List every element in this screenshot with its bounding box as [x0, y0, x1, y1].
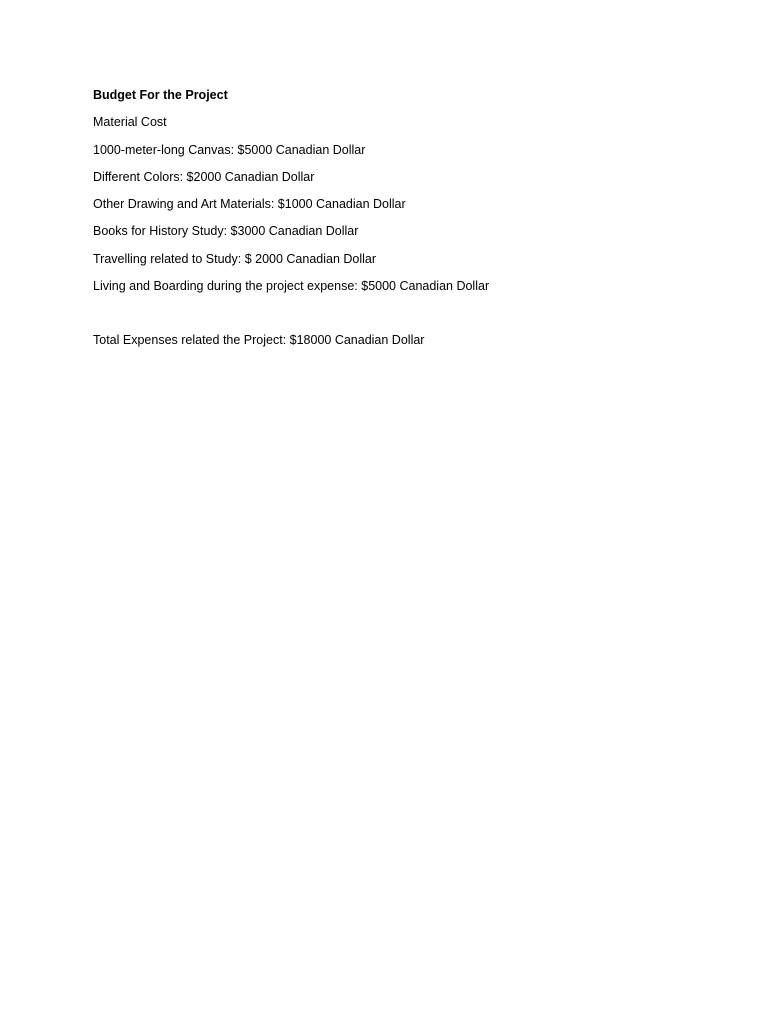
document-title: Budget For the Project	[93, 88, 228, 102]
budget-line-item: 1000-meter-long Canvas: $5000 Canadian Dollar	[93, 142, 366, 157]
budget-line-item: Books for History Study: $3000 Canadian Dollar	[93, 224, 359, 239]
budget-line-item: Living and Boarding during the project expense: $5000 Canadian Dollar	[93, 279, 490, 294]
budget-line-item: Different Colors: $2000 Canadian Dollar	[93, 169, 315, 184]
budget-line-item: Other Drawing and Art Materials: $1000 Canadian Dollar	[93, 197, 406, 212]
blank-line	[93, 304, 693, 331]
document-body	[93, 86, 693, 359]
section-heading: Material Cost	[93, 115, 167, 130]
total-expenses: Total Expenses related the Project: $18000 Canadian Dollar	[93, 333, 425, 348]
budget-line-item: Travelling related to Study: $ 2000 Canadian Dollar	[93, 251, 377, 266]
